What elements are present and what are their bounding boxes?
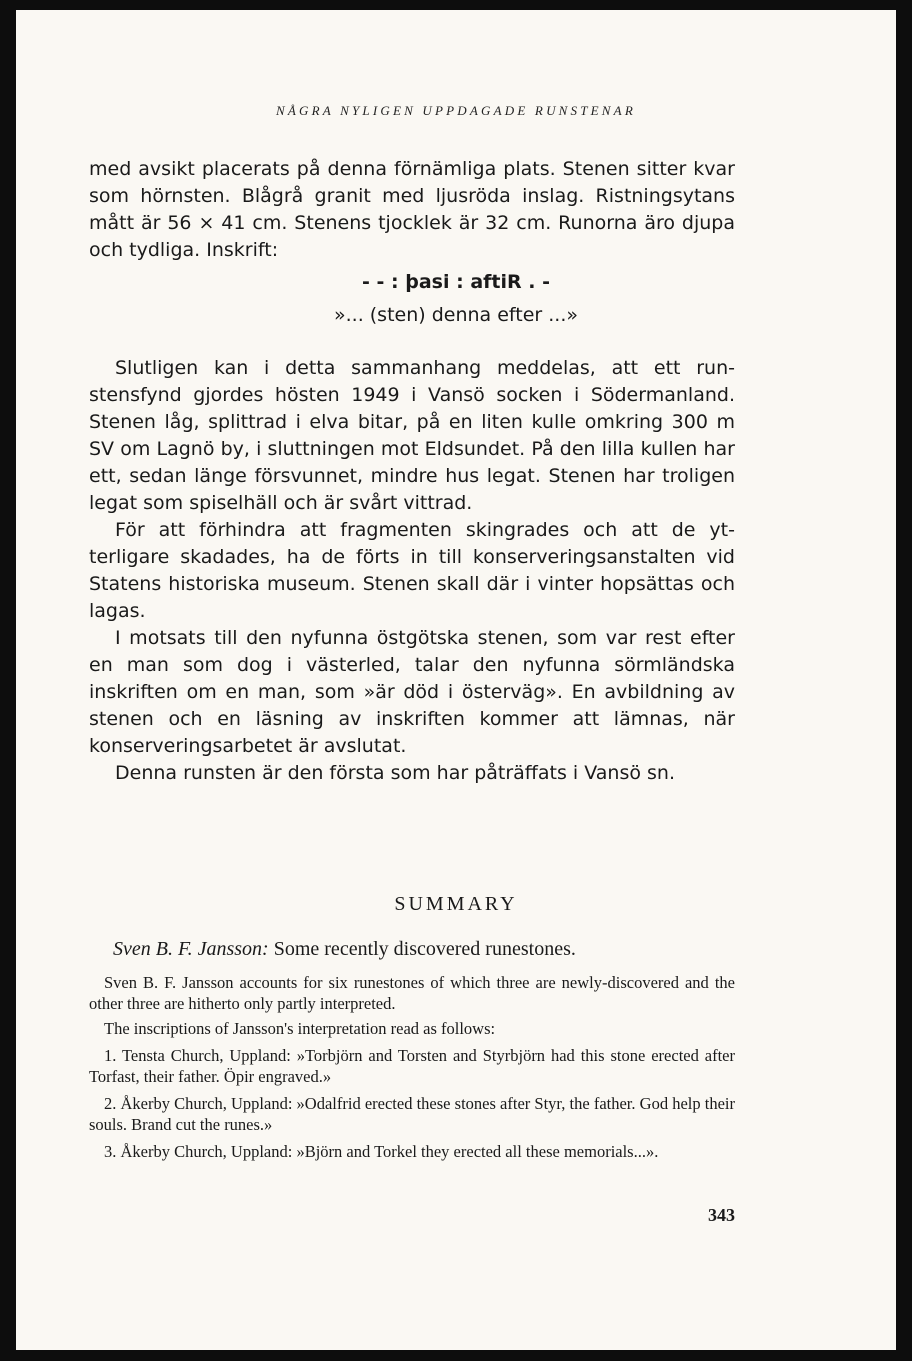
summary-body xyxy=(89,972,735,1168)
paragraph-5: Denna runsten är den första som har påträffats i Vansö sn. xyxy=(115,762,675,784)
summary-article-title: Some recently discovered runestones. xyxy=(268,938,576,960)
paragraph-text: med avsikt placerats på denna förnämliga plats. Stenen sitter kvar som hörnsten. Blågrå granit med ljusröda inslag. Ristningsytans mått är 56 × 41 cm. Stenens tjocklek är 32 cm. Runorna äro djupa och tydliga. Inskrift: xyxy=(89,158,735,261)
book-page xyxy=(16,10,896,1350)
summary-item-2: 2. Åkerby Church, Uppland: »Odalfrid erected these stones after Styr, the father. God help their souls. Brand cut the runes.» xyxy=(89,1094,735,1134)
paragraph-2: Slutligen kan i detta sammanhang meddelas, att ett runstensfynd gjordes hösten 1949 i Vansö socken i Södermanland. Stenen låg, splittrad i elva bitar, på en liten kulle omkring 300 m SV om Lagnö by, i sluttningen mot Eldsundet. På den lilla kullen har ett, sedan länge försvunnet, mindre hus legat. Stenen har troligen legat som spiselhäll och är svårt vittrad. xyxy=(89,357,735,514)
summary-intro-2: The inscriptions of Jansson's interpretation read as follows: xyxy=(104,1019,496,1038)
body-paragraphs xyxy=(89,355,735,787)
running-head: NÅGRA NYLIGEN UPPDAGADE RUNSTENAR xyxy=(276,103,636,118)
paragraph-3: För att förhindra att fragmenten skingrades och att de ytterligare skadades, ha de förts in till konserveringsanstalten vid Statens historiska museum. Stenen skall där i vinter hopsättas och lagas. xyxy=(89,519,735,622)
page-number: 343 xyxy=(708,1205,735,1225)
inscription-translation: »... (sten) denna efter ...» xyxy=(333,304,579,326)
summary-heading: SUMMARY xyxy=(394,893,518,915)
paragraph-4: I motsats till den nyfunna östgötska stenen, som var rest efter en man som dog i västerled, talar den nyfunna sörmländska inskriften om en man, som »är död i österväg». En avbildning av stenen och en läsning av inskriften kommer att lämnas, när konserveringsarbetet är avslutat. xyxy=(89,627,735,757)
runic-inscription: - - : þasi : aftiR . - xyxy=(362,271,550,293)
summary-author: Sven B. F. Jansson: xyxy=(113,938,269,960)
summary-item-1: 1. Tensta Church, Uppland: »Torbjörn and Torsten and Styrbjörn had this stone erected after Torfast, their father. Öpir engraved.» xyxy=(89,1046,735,1086)
summary-item-3: 3. Åkerby Church, Uppland: »Björn and Torkel they erected all these memorials...». xyxy=(104,1142,659,1161)
summary-title xyxy=(113,938,576,961)
body-paragraph-1 xyxy=(89,156,735,264)
summary-intro: Sven B. F. Jansson accounts for six runestones of which three are newly-discovered and the other three are hitherto only partly interpreted. xyxy=(89,973,735,1013)
